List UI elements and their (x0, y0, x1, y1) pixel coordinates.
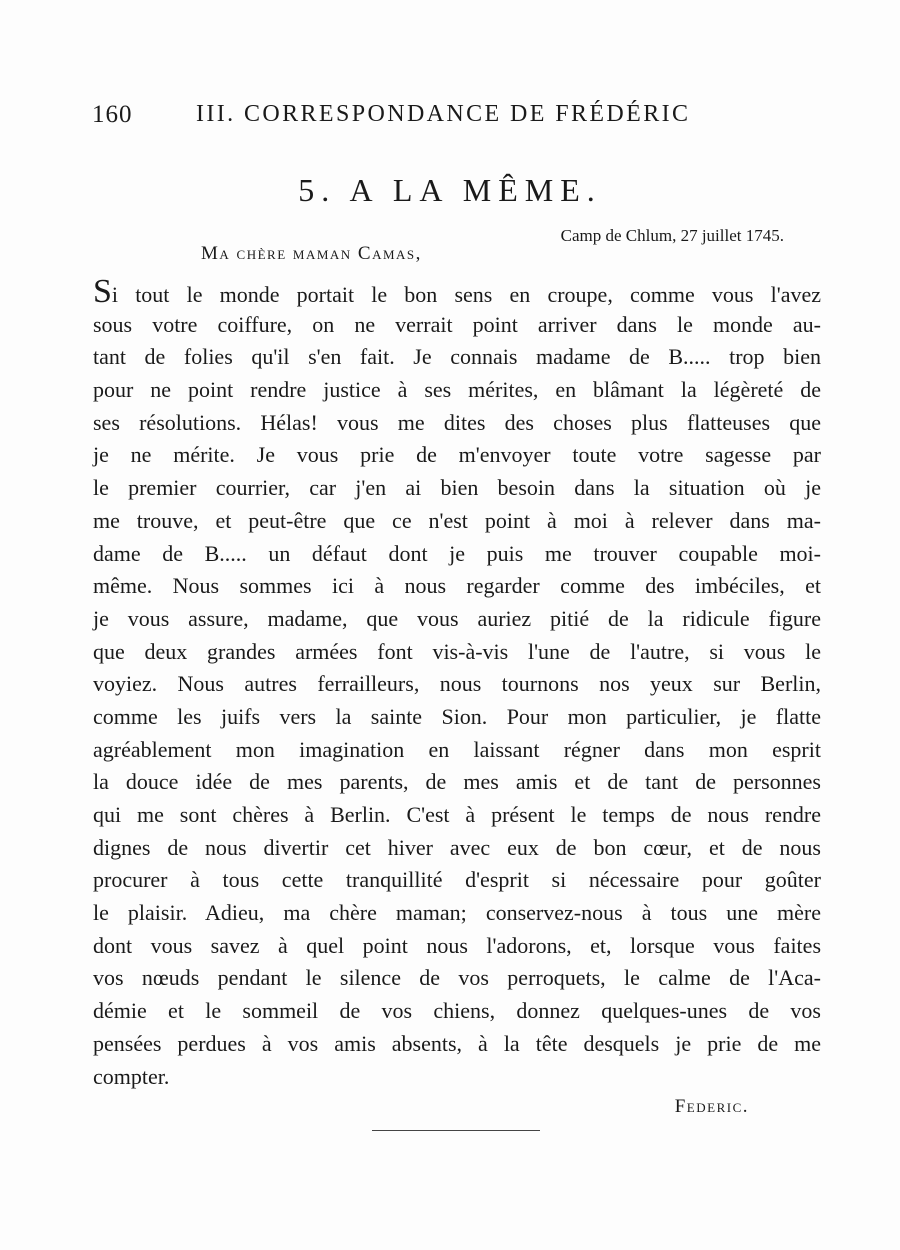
letter-title: 5. A LA MÊME. (298, 172, 602, 208)
body-line: sous votre coiffure, on ne verrait point arriver dans le monde au- (93, 311, 821, 337)
body-line: Si tout le monde portait le bon sens en croupe, comme vous l'avez (93, 273, 821, 310)
body-line: je vous assure, madame, que vous auriez pitié de la ridicule figure (93, 605, 821, 631)
salutation: Ma chère maman Camas, (201, 243, 422, 264)
body-line: je ne mérite. Je vous prie de m'envoyer toute votre sagesse par (93, 442, 821, 468)
body-line: pour ne point rendre justice à ses mérites, en blâmant la légèreté de (93, 377, 821, 403)
body-line: même. Nous sommes ici à nous regarder comme des imbéciles, et (93, 573, 821, 599)
dateline: Camp de Chlum, 27 juillet 1745. (560, 226, 784, 245)
body-line: démie et le sommeil de vos chiens, donnez quelques-unes de vos (93, 998, 821, 1024)
section-rule (372, 1130, 540, 1131)
body-line: pensées perdues à vos amis absents, à la tête desquels je prie de me (93, 1030, 821, 1056)
body-line: voyiez. Nous autres ferrailleurs, nous tournons nos yeux sur Berlin, (93, 671, 821, 697)
body-line: ses résolutions. Hélas! vous me dites des choses plus flatteuses que (93, 409, 821, 435)
running-head: III. CORRESPONDANCE DE FRÉDÉRIC (196, 101, 691, 127)
body-line: dignes de nous divertir cet hiver avec eux de bon cœur, et de nous (93, 834, 821, 860)
signature: Federic. (674, 1096, 749, 1117)
body-line: comme les juifs vers la sainte Sion. Pour mon particulier, je flatte (93, 703, 821, 729)
body-line: me trouve, et peut-être que ce n'est point à moi à relever dans ma- (93, 507, 821, 533)
body-line: vos nœuds pendant le silence de vos perroquets, le calme de l'Aca- (93, 965, 821, 991)
body-line: procurer à tous cette tranquillité d'esprit si nécessaire pour goûter (93, 867, 821, 893)
body-line: le premier courrier, car j'en ai bien besoin dans la situation où je (93, 475, 821, 501)
body-line: la douce idée de mes parents, de mes amis et de tant de personnes (93, 769, 821, 795)
body-line: agréablement mon imagination en laissant régner dans mon esprit (93, 736, 821, 762)
body-line: le plaisir. Adieu, ma chère maman; conservez-nous à tous une mère (93, 900, 821, 926)
body-line: dame de B..... un défaut dont je puis me trouver coupable moi- (93, 540, 821, 566)
page-number: 160 (92, 101, 133, 128)
letter-body (93, 273, 821, 1093)
body-line: que deux grandes armées font vis-à-vis l'une de l'autre, si vous le (93, 638, 821, 664)
body-line: dont vous savez à quel point nous l'adorons, et, lorsque vous faites (93, 932, 821, 958)
body-line: compter. (93, 1063, 170, 1089)
body-line: qui me sont chères à Berlin. C'est à présent le temps de nous rendre (93, 802, 821, 827)
body-line: tant de folies qu'il s'en fait. Je connais madame de B..... trop bien (93, 344, 821, 370)
